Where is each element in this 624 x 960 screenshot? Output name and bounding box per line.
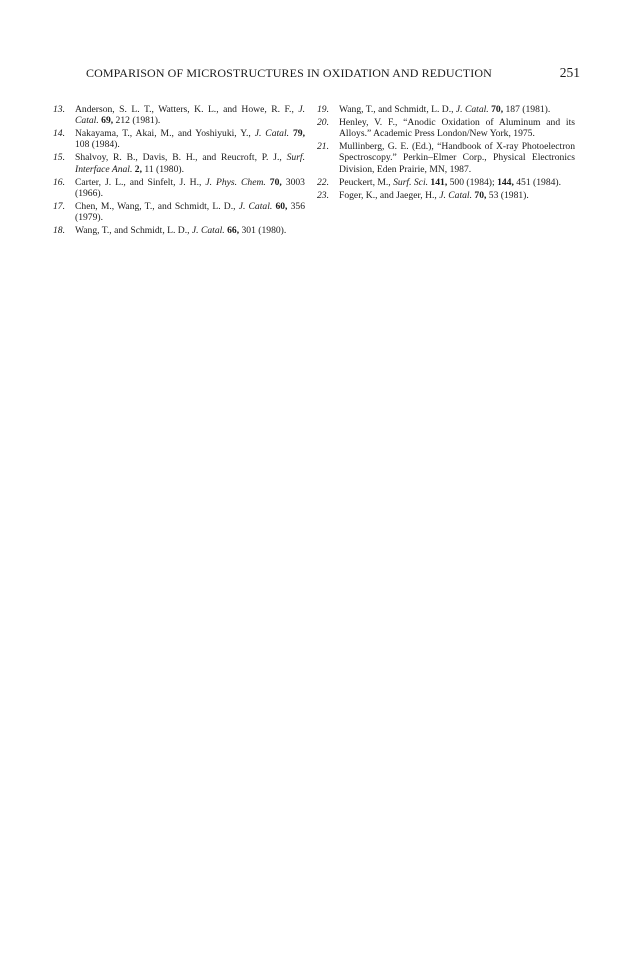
journal-name: J. Catal. <box>238 200 273 212</box>
reference-item <box>317 141 575 175</box>
reference-item <box>53 201 305 223</box>
reference-item <box>53 177 305 199</box>
reference-number: 17. <box>53 200 65 212</box>
reference-text <box>75 225 286 236</box>
page-number: 251 <box>559 65 580 80</box>
reference-segment: 356 (1979). <box>75 200 305 224</box>
reference-segment: 451 (1984). <box>513 176 562 188</box>
reference-number: 16. <box>53 176 65 188</box>
reference-segment: Shalvoy, R. B., Davis, B. H., and Reucroft, P. J., <box>75 152 287 164</box>
reference-text <box>339 117 575 139</box>
volume-number: 79, <box>292 128 305 140</box>
reference-number: 13. <box>53 104 65 115</box>
running-head <box>86 66 580 84</box>
reference-segment: Wang, T., and Schmidt, L. D., <box>339 104 456 115</box>
reference-item <box>317 190 575 201</box>
volume-number: 66, <box>227 225 240 237</box>
reference-text <box>75 104 305 126</box>
reference-segment: Wang, T., and Schmidt, L. D., <box>75 225 192 237</box>
reference-segment: Foger, K., and Jaeger, H., <box>339 189 440 201</box>
reference-text <box>75 201 305 223</box>
reference-text <box>75 128 305 150</box>
journal-name: Surf. Sci. <box>393 176 429 188</box>
reference-text <box>75 152 305 174</box>
reference-text <box>75 177 305 199</box>
reference-item <box>317 104 575 115</box>
reference-segment: 108 (1984). <box>75 139 120 151</box>
reference-segment: 11 (1980). <box>141 163 184 175</box>
reference-segment: Henley, V. F., “Anodic Oxidation of Aluminum and its Alloys.” Academic Press London/New York, 1975. <box>339 117 575 140</box>
journal-name: J. Catal. <box>75 104 305 127</box>
reference-text <box>339 141 575 174</box>
volume-number: 141, <box>430 176 448 188</box>
reference-number: 18. <box>53 225 65 237</box>
reference-item <box>317 117 575 139</box>
volume-number: 70, <box>491 104 504 115</box>
volume-number: 60, <box>275 200 288 212</box>
reference-segment: 500 (1984); <box>447 176 498 188</box>
journal-name: J. Catal. <box>191 225 225 237</box>
journal-name: J. Catal. <box>254 128 290 140</box>
journal-name: J. Phys. Chem. <box>205 176 266 188</box>
reference-number: 19. <box>317 104 329 115</box>
journal-name: J. Catal. <box>439 189 472 201</box>
references-column-right <box>317 104 575 203</box>
volume-number: 70, <box>269 176 282 188</box>
reference-item <box>53 225 305 236</box>
reference-item <box>53 152 305 174</box>
journal-name: J. Catal. <box>455 104 489 115</box>
reference-segment: Chen, M., Wang, T., and Schmidt, L. D., <box>75 200 239 212</box>
reference-segment: Nakayama, T., Akai, M., and Yoshiyuki, Y., <box>75 128 255 140</box>
reference-number: 15. <box>53 152 65 164</box>
volume-number: 70, <box>474 189 487 201</box>
reference-segment: 187 (1981). <box>503 104 551 115</box>
reference-segment: Carter, J. L., and Sinfelt, J. H., <box>75 176 206 188</box>
reference-text <box>339 104 550 115</box>
volume-number: 69, <box>101 115 114 127</box>
reference-text <box>339 190 529 201</box>
reference-item <box>53 104 305 126</box>
reference-number: 20. <box>317 117 329 128</box>
reference-segment: 3003 (1966). <box>75 176 305 199</box>
journal-name: Surf. Interface Anal. <box>75 152 305 175</box>
reference-number: 22. <box>317 176 329 188</box>
reference-item <box>53 128 305 150</box>
references-column-left <box>53 104 305 238</box>
page-title: COMPARISON OF MICROSTRUCTURES IN OXIDATION AND REDUCTION <box>86 66 492 80</box>
reference-text <box>339 177 561 188</box>
reference-number: 14. <box>53 128 65 140</box>
reference-segment: Peuckert, M., <box>339 176 394 188</box>
reference-segment: Mullinberg, G. E. (Ed.), “Handbook of X-ray Photoelectron Spectroscopy.” Perkin–Elmer Corp., Physical Electronics Division, Eden Prairie, MN, 1987. <box>339 141 575 175</box>
reference-segment: 53 (1981). <box>486 189 529 201</box>
reference-segment: 301 (1980). <box>239 225 287 237</box>
volume-number: 2, <box>134 163 142 175</box>
reference-number: 21. <box>317 141 329 153</box>
reference-segment: Anderson, S. L. T., Watters, K. L., and Howe, R. F., <box>75 104 299 115</box>
volume-number: 144, <box>497 176 514 188</box>
reference-segment: 212 (1981). <box>113 115 161 127</box>
reference-number: 23. <box>317 189 329 201</box>
reference-item <box>317 177 575 188</box>
